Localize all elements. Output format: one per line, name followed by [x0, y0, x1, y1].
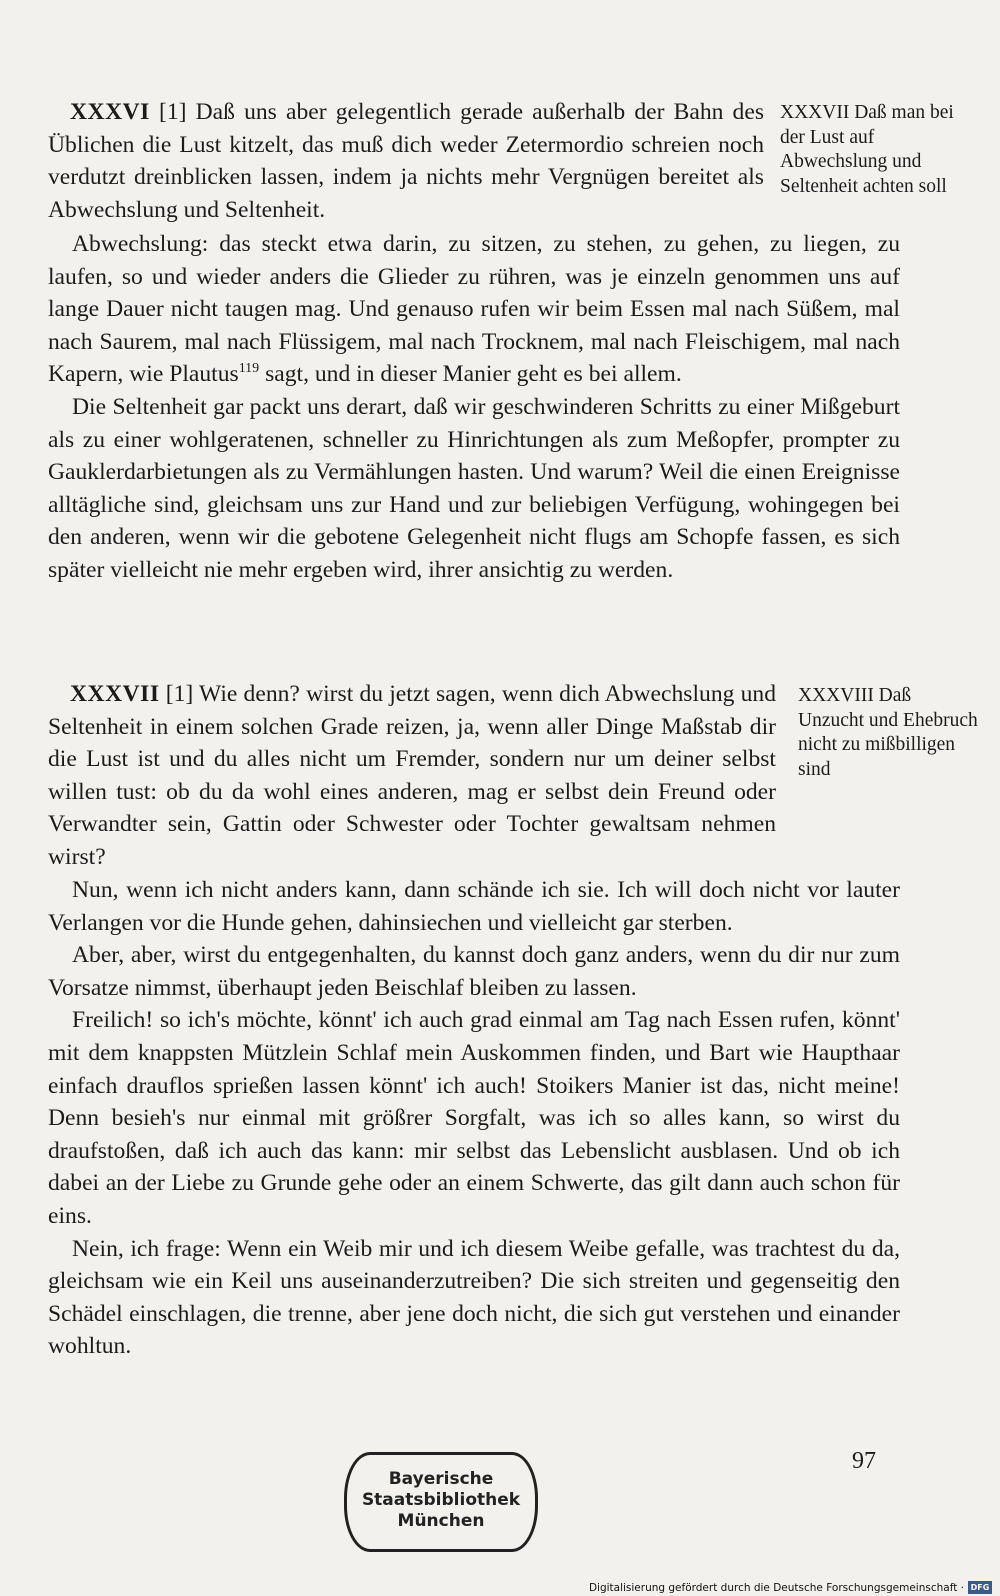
stamp-line-2: Staatsbibliothek [361, 1490, 521, 1510]
section-36-paragraph-3: Die Seltenheit gar packt uns derart, daß wir geschwinderen Schritts zu einer Mißgeburt als zu einer wohlgeratenen, schneller zu Hinrichtungen als zum Meßopfer, prompter zu Gauklerdarbietungen als zu Vermählungen hasten. Und warum? Weil die einen Ereignisse alltägliche sind, gleichsam uns zur Hand und zur beliebigen Verfügung, wohingegen bei den anderen, wenn wir die gebotene Gelegenheit nicht flugs am Schopfe fassen, es sich später vielleicht nie mehr ergeben wird, ihrer ansichtig zu werden. [48, 393, 900, 583]
section-36-lead-text: [1] Daß uns aber gelegentlich gerade außerhalb der Bahn des Üblichen die Lust kitzelt, das muß dich weder Zetermordio schreien noch verdutzt dreinblicken lassen, indem ja nichts mehr Vergnügen bereitet als Abwechslung und Seltenheit. [48, 99, 764, 223]
sidenote-38: XXXVIII Daß Unzucht und Ehebruch nicht zu mißbilligen sind [798, 685, 978, 780]
digitization-footer [589, 1581, 992, 1594]
footer-text: Digitalisierung gefördert durch die Deutsche Forschungsgemeinschaft · [588, 1581, 964, 1594]
section-36-body [48, 228, 900, 587]
section-36-lead-paragraph [48, 96, 764, 226]
section-36-paragraph-2 [48, 228, 900, 391]
section-37-body [48, 874, 900, 1363]
paragraph-2-text-a: Abwechslung: das steckt etwa darin, zu sitzen, zu stehen, zu gehen, zu liegen, zu laufen, so und wieder anders die Glieder zu rühren, was je einzeln genommen uns auf lange Dauer nicht taugen mag. Und genauso rufen wir beim Essen mal nach Süßem, mal nach Saurem, mal nach Flüssigem, mal nach Trocknem, mal nach Fleischigem, mal nach Kapern, wie Plautus [48, 231, 900, 388]
stamp-line-3: München [397, 1511, 485, 1531]
section-37-paragraph-5: Nein, ich frage: Wenn ein Weib mir und ich diesem Weibe gefalle, was trachtest du da, gleichsam wie ein Keil uns auseinanderzutreiben? Die sich streiten und gegenseitig den Schädel einschlagen, die trenne, aber jene doch nicht, die sich gut verstehen und einander wohltun. [48, 1235, 900, 1360]
paragraph-2-text-b: sagt, und in dieser Manier geht es bei allem. [259, 361, 682, 388]
section-37-paragraph-4: Freilich! so ich's möchte, könnt' ich auch grad einmal am Tag nach Essen rufen, könnt' mit dem knappsten Mützlein Schlaf mein Auskommen finden, und Bart wie Haupthaar einfach drauflos sprießen lassen könnt' ich auch! Stoikers Manier ist das, nicht meine! Denn besieh's nur einmal mit größrer Sorgfalt, was ich so alles kann, so wirst du draufstoßen, daß ich auch das kann: mir selbst das Lebenslicht ausblasen. Und ob ich dabei an der Liebe zu Grunde gehe oder an einem Schwerte, das gilt dann auch schon für eins. [48, 1007, 900, 1229]
section-37-lead-paragraph [48, 678, 776, 874]
page-number: 97 [852, 1448, 876, 1474]
dfg-logo-icon: DFG [968, 1581, 992, 1594]
stamp-line-1: Bayerische [388, 1469, 494, 1489]
section-37-lead-text: [1] Wie denn? wirst du jetzt sagen, wenn dich Abwechslung und Seltenheit in einem solchen Grade reizen, ja, wenn aller Dinge Maßstab dir die Lust ist und du alles nicht um Fremder, sondern nur um deiner selbst willen tust: ob du da wohl eines anderen, mag er selbst dein Freund oder Verwandter sein, Gattin oder Schwester oder Tochter gewaltsam nehmen wirst? [48, 681, 776, 870]
library-stamp [344, 1452, 538, 1552]
section-37-number: XXXVII [70, 681, 160, 707]
section-37-paragraph-2: Nun, wenn ich nicht anders kann, dann schände ich sie. Ich will doch nicht vor lauter Verlangen vor die Hunde gehen, dahinsiechen und vielleicht gar sterben. [48, 877, 900, 936]
sidenote-37: XXXVII Daß man bei der Lust auf Abwechslung und Seltenheit achten soll [780, 102, 954, 197]
section-36-number: XXXVI [70, 99, 150, 125]
footnote-ref-119[interactable]: 119 [238, 361, 260, 377]
section-37-paragraph-3: Aber, aber, wirst du entgegenhalten, du kannst doch ganz anders, wenn du dir nur zum Vorsatze nimmst, überhaupt jeden Beischlaf bleiben zu lassen. [48, 942, 900, 1001]
